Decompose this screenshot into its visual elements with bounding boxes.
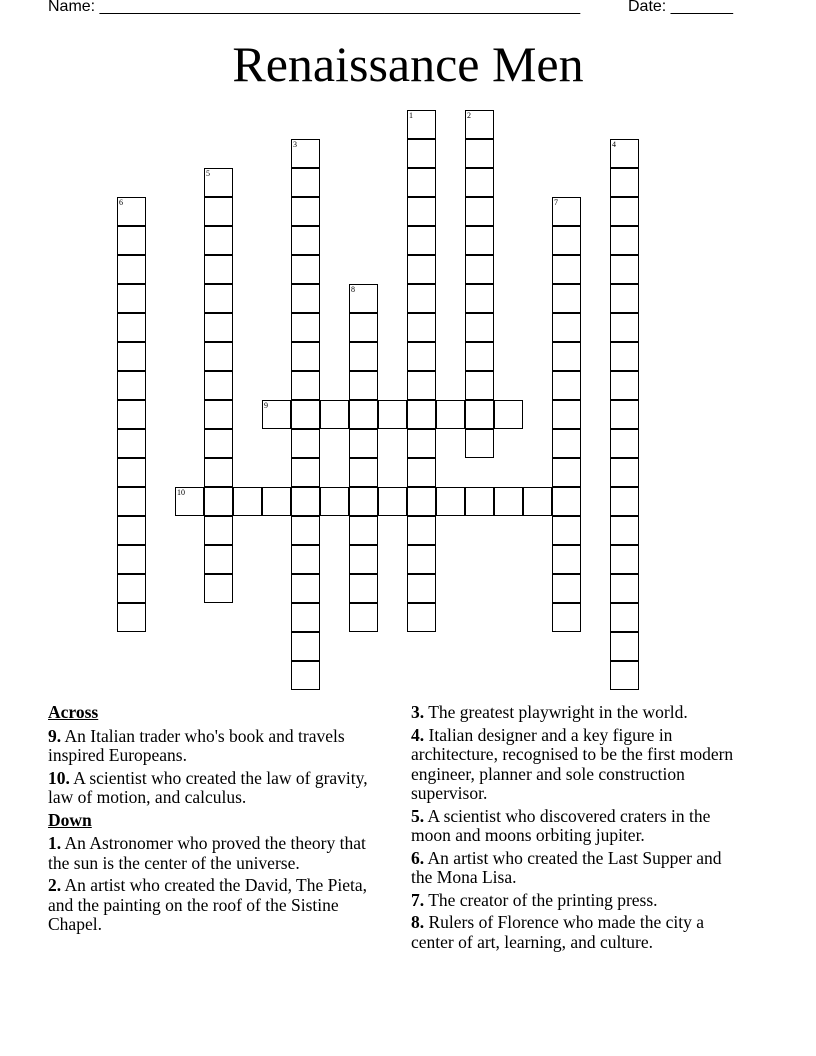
crossword-cell[interactable] bbox=[204, 255, 233, 284]
crossword-cell[interactable] bbox=[117, 516, 146, 545]
crossword-cell[interactable] bbox=[610, 313, 639, 342]
crossword-cell[interactable] bbox=[610, 458, 639, 487]
clue-number: 5. bbox=[411, 805, 425, 826]
crossword-cell[interactable] bbox=[291, 661, 320, 690]
crossword-cell[interactable] bbox=[378, 400, 407, 429]
crossword-cell[interactable] bbox=[204, 226, 233, 255]
clue-number: 9. bbox=[48, 725, 62, 746]
crossword-cell[interactable] bbox=[117, 603, 146, 632]
crossword-cell[interactable] bbox=[204, 487, 233, 516]
crossword-cell[interactable] bbox=[117, 197, 146, 226]
crossword-cell[interactable] bbox=[610, 487, 639, 516]
crossword-cell[interactable] bbox=[320, 400, 349, 429]
clues-column-left bbox=[48, 703, 383, 938]
crossword-cell[interactable] bbox=[610, 371, 639, 400]
clue-number-label: 3 bbox=[293, 140, 297, 149]
name-field[interactable]: Name: ______________________________________________________ bbox=[48, 0, 581, 15]
crossword-cell[interactable] bbox=[552, 255, 581, 284]
crossword-cell[interactable] bbox=[291, 313, 320, 342]
crossword-cell[interactable] bbox=[349, 545, 378, 574]
clue-number: 6. bbox=[411, 847, 425, 868]
crossword-cell[interactable] bbox=[610, 197, 639, 226]
crossword-cell[interactable] bbox=[436, 400, 465, 429]
crossword-cell[interactable] bbox=[349, 400, 378, 429]
crossword-cell[interactable] bbox=[204, 168, 233, 197]
crossword-cell[interactable] bbox=[494, 487, 523, 516]
clue-down-1 bbox=[48, 834, 383, 873]
crossword-cell[interactable] bbox=[465, 197, 494, 226]
crossword-cell[interactable] bbox=[291, 371, 320, 400]
crossword-cell[interactable] bbox=[407, 284, 436, 313]
crossword-cell[interactable] bbox=[291, 516, 320, 545]
clue-down-3 bbox=[411, 703, 746, 723]
crossword-cell[interactable] bbox=[552, 400, 581, 429]
crossword-cell[interactable] bbox=[610, 429, 639, 458]
crossword-cell[interactable] bbox=[117, 458, 146, 487]
crossword-cell[interactable] bbox=[407, 487, 436, 516]
crossword-cell[interactable] bbox=[407, 371, 436, 400]
crossword-cell[interactable] bbox=[552, 371, 581, 400]
crossword-cell[interactable] bbox=[349, 574, 378, 603]
clue-down-6 bbox=[411, 849, 746, 888]
clue-down-5 bbox=[411, 807, 746, 846]
down-heading: Down bbox=[48, 809, 92, 830]
crossword-cell[interactable] bbox=[204, 284, 233, 313]
crossword-cell[interactable] bbox=[407, 255, 436, 284]
clue-down-7 bbox=[411, 891, 746, 911]
clue-number: 3. bbox=[411, 702, 425, 722]
crossword-cell[interactable] bbox=[610, 342, 639, 371]
crossword-cell[interactable] bbox=[610, 255, 639, 284]
crossword-cell[interactable] bbox=[610, 139, 639, 168]
crossword-cell[interactable] bbox=[552, 342, 581, 371]
crossword-cell[interactable] bbox=[117, 255, 146, 284]
crossword-cell[interactable] bbox=[407, 574, 436, 603]
clue-text: A scientist who discovered craters in the moon and moons orbiting jupiter. bbox=[411, 805, 711, 845]
crossword-cell[interactable] bbox=[291, 139, 320, 168]
crossword-cell[interactable] bbox=[291, 197, 320, 226]
header bbox=[48, 0, 748, 20]
clues-column-right bbox=[411, 703, 746, 955]
crossword-cell[interactable] bbox=[407, 603, 436, 632]
across-heading: Across bbox=[48, 702, 99, 722]
crossword-cell[interactable] bbox=[552, 487, 581, 516]
crossword-cell[interactable] bbox=[117, 400, 146, 429]
crossword-cell[interactable] bbox=[465, 342, 494, 371]
crossword-cell[interactable] bbox=[291, 603, 320, 632]
crossword-cell[interactable] bbox=[610, 603, 639, 632]
page-title: Renaissance Men bbox=[232, 36, 584, 92]
crossword-cell[interactable] bbox=[320, 487, 349, 516]
crossword-cell[interactable] bbox=[407, 545, 436, 574]
crossword-cell[interactable] bbox=[117, 487, 146, 516]
clue-number: 7. bbox=[411, 889, 425, 910]
crossword-cell[interactable] bbox=[610, 661, 639, 690]
crossword-cell[interactable] bbox=[610, 168, 639, 197]
crossword-cell[interactable] bbox=[291, 168, 320, 197]
crossword-cell[interactable] bbox=[552, 516, 581, 545]
crossword-cell[interactable] bbox=[407, 400, 436, 429]
crossword-cell[interactable] bbox=[291, 284, 320, 313]
crossword-cell[interactable] bbox=[407, 313, 436, 342]
crossword-cell[interactable] bbox=[349, 458, 378, 487]
crossword-cell[interactable] bbox=[465, 487, 494, 516]
clue-text: An artist who created the David, The Pieta, and the painting on the roof of the Sistine Chapel. bbox=[48, 875, 367, 934]
crossword-cell[interactable] bbox=[407, 226, 436, 255]
crossword-cell[interactable] bbox=[552, 197, 581, 226]
crossword-cell[interactable] bbox=[407, 197, 436, 226]
crossword-cell[interactable] bbox=[204, 342, 233, 371]
crossword-cell[interactable] bbox=[349, 342, 378, 371]
crossword-cell[interactable] bbox=[349, 487, 378, 516]
crossword-cell[interactable] bbox=[204, 400, 233, 429]
clue-number-label: 6 bbox=[119, 198, 123, 207]
crossword-cell[interactable] bbox=[610, 574, 639, 603]
crossword-cell[interactable] bbox=[407, 516, 436, 545]
crossword-cell[interactable] bbox=[465, 313, 494, 342]
crossword-cell[interactable] bbox=[291, 574, 320, 603]
crossword-cell[interactable] bbox=[407, 429, 436, 458]
crossword-cell[interactable] bbox=[378, 487, 407, 516]
crossword-cell[interactable] bbox=[117, 545, 146, 574]
crossword-cell[interactable] bbox=[291, 458, 320, 487]
clue-number: 1. bbox=[48, 833, 62, 853]
crossword-cell[interactable] bbox=[552, 284, 581, 313]
crossword-cell[interactable] bbox=[610, 632, 639, 661]
crossword-cell[interactable] bbox=[349, 313, 378, 342]
crossword-cell[interactable] bbox=[349, 284, 378, 313]
crossword-cell[interactable] bbox=[204, 313, 233, 342]
crossword-cell[interactable] bbox=[291, 400, 320, 429]
clue-number: 10. bbox=[48, 767, 70, 788]
crossword-cell[interactable] bbox=[175, 487, 204, 516]
crossword-cell[interactable] bbox=[552, 603, 581, 632]
crossword-cell[interactable] bbox=[204, 516, 233, 545]
clue-text: An Astronomer who proved the theory that the sun is the center of the universe. bbox=[48, 833, 366, 873]
crossword-cell[interactable] bbox=[291, 632, 320, 661]
crossword-cell[interactable] bbox=[610, 400, 639, 429]
crossword-cell[interactable] bbox=[552, 458, 581, 487]
clue-number: 2. bbox=[48, 875, 62, 895]
crossword-cell[interactable] bbox=[349, 603, 378, 632]
crossword-cell[interactable] bbox=[465, 255, 494, 284]
crossword-cell[interactable] bbox=[291, 545, 320, 574]
crossword-cell[interactable] bbox=[407, 110, 436, 139]
crossword-cell[interactable] bbox=[291, 487, 320, 516]
crossword-cell[interactable] bbox=[349, 516, 378, 545]
clue-text: A scientist who created the law of gravity, law of motion, and calculus. bbox=[48, 767, 368, 807]
crossword-cell[interactable] bbox=[552, 574, 581, 603]
crossword-cell[interactable] bbox=[465, 168, 494, 197]
crossword-cell[interactable] bbox=[465, 110, 494, 139]
clue-text: An artist who created the Last Supper and the Mona Lisa. bbox=[411, 847, 722, 887]
crossword-cell[interactable] bbox=[262, 487, 291, 516]
crossword-cell[interactable] bbox=[117, 574, 146, 603]
crossword-cell[interactable] bbox=[291, 429, 320, 458]
crossword-cell[interactable] bbox=[233, 487, 262, 516]
clue-text: The greatest playwright in the world. bbox=[428, 702, 688, 722]
crossword-cell[interactable] bbox=[349, 429, 378, 458]
crossword-cell[interactable] bbox=[204, 429, 233, 458]
crossword-cell[interactable] bbox=[204, 458, 233, 487]
clue-text: The creator of the printing press. bbox=[428, 889, 658, 910]
crossword-cell[interactable] bbox=[117, 313, 146, 342]
crossword-cell[interactable] bbox=[291, 342, 320, 371]
clue-number-label: 2 bbox=[467, 111, 471, 120]
clue-across-10 bbox=[48, 769, 383, 808]
clue-across-9 bbox=[48, 727, 383, 766]
crossword-cell[interactable] bbox=[610, 284, 639, 313]
crossword-cell[interactable] bbox=[262, 400, 291, 429]
clue-number-label: 8 bbox=[351, 285, 355, 294]
crossword-cell[interactable] bbox=[465, 226, 494, 255]
crossword-cell[interactable] bbox=[117, 371, 146, 400]
crossword-cell[interactable] bbox=[610, 545, 639, 574]
crossword-cell[interactable] bbox=[552, 545, 581, 574]
crossword-cell[interactable] bbox=[204, 545, 233, 574]
crossword-cell[interactable] bbox=[291, 226, 320, 255]
crossword-cell[interactable] bbox=[117, 226, 146, 255]
clue-text: An Italian trader who's book and travels inspired Europeans. bbox=[48, 725, 345, 765]
crossword-cell[interactable] bbox=[204, 574, 233, 603]
clue-down-2 bbox=[48, 876, 383, 935]
crossword-cell[interactable] bbox=[204, 371, 233, 400]
crossword-cell[interactable] bbox=[610, 516, 639, 545]
crossword-cell[interactable] bbox=[407, 168, 436, 197]
crossword-cell[interactable] bbox=[436, 487, 465, 516]
crossword-cell[interactable] bbox=[204, 197, 233, 226]
crossword-cell[interactable] bbox=[523, 487, 552, 516]
clue-number-label: 1 bbox=[409, 111, 413, 120]
clue-text: Italian designer and a key figure in architecture, recognised to be the first modern engineer, planner and sole construction supervisor. bbox=[411, 724, 734, 803]
crossword-cell[interactable] bbox=[407, 458, 436, 487]
crossword-cell[interactable] bbox=[552, 429, 581, 458]
clue-number-label: 9 bbox=[264, 401, 268, 410]
crossword-cell[interactable] bbox=[465, 400, 494, 429]
clue-text: Rulers of Florence who made the city a center of art, learning, and culture. bbox=[411, 912, 705, 952]
crossword-cell[interactable] bbox=[291, 255, 320, 284]
crossword-cell[interactable] bbox=[465, 139, 494, 168]
crossword-cell[interactable] bbox=[407, 342, 436, 371]
crossword-cell[interactable] bbox=[117, 429, 146, 458]
crossword-cell[interactable] bbox=[349, 371, 378, 400]
crossword-cell[interactable] bbox=[407, 139, 436, 168]
crossword-cell[interactable] bbox=[552, 226, 581, 255]
date-field[interactable]: Date: _______ bbox=[628, 0, 733, 15]
crossword-cell[interactable] bbox=[552, 313, 581, 342]
clue-number-label: 4 bbox=[612, 140, 616, 149]
crossword-cell[interactable] bbox=[117, 284, 146, 313]
clue-down-8 bbox=[411, 913, 746, 952]
crossword-cell[interactable] bbox=[117, 342, 146, 371]
crossword-cell[interactable] bbox=[494, 400, 523, 429]
clue-down-4 bbox=[411, 726, 746, 804]
clue-number-label: 10 bbox=[177, 488, 185, 497]
clue-number: 4. bbox=[411, 724, 425, 745]
crossword-cell[interactable] bbox=[465, 371, 494, 400]
clue-number-label: 5 bbox=[206, 169, 210, 178]
crossword-cell[interactable] bbox=[465, 429, 494, 458]
clue-number: 8. bbox=[411, 912, 425, 932]
clue-number-label: 7 bbox=[554, 198, 558, 207]
crossword-cell[interactable] bbox=[610, 226, 639, 255]
crossword-cell[interactable] bbox=[465, 284, 494, 313]
